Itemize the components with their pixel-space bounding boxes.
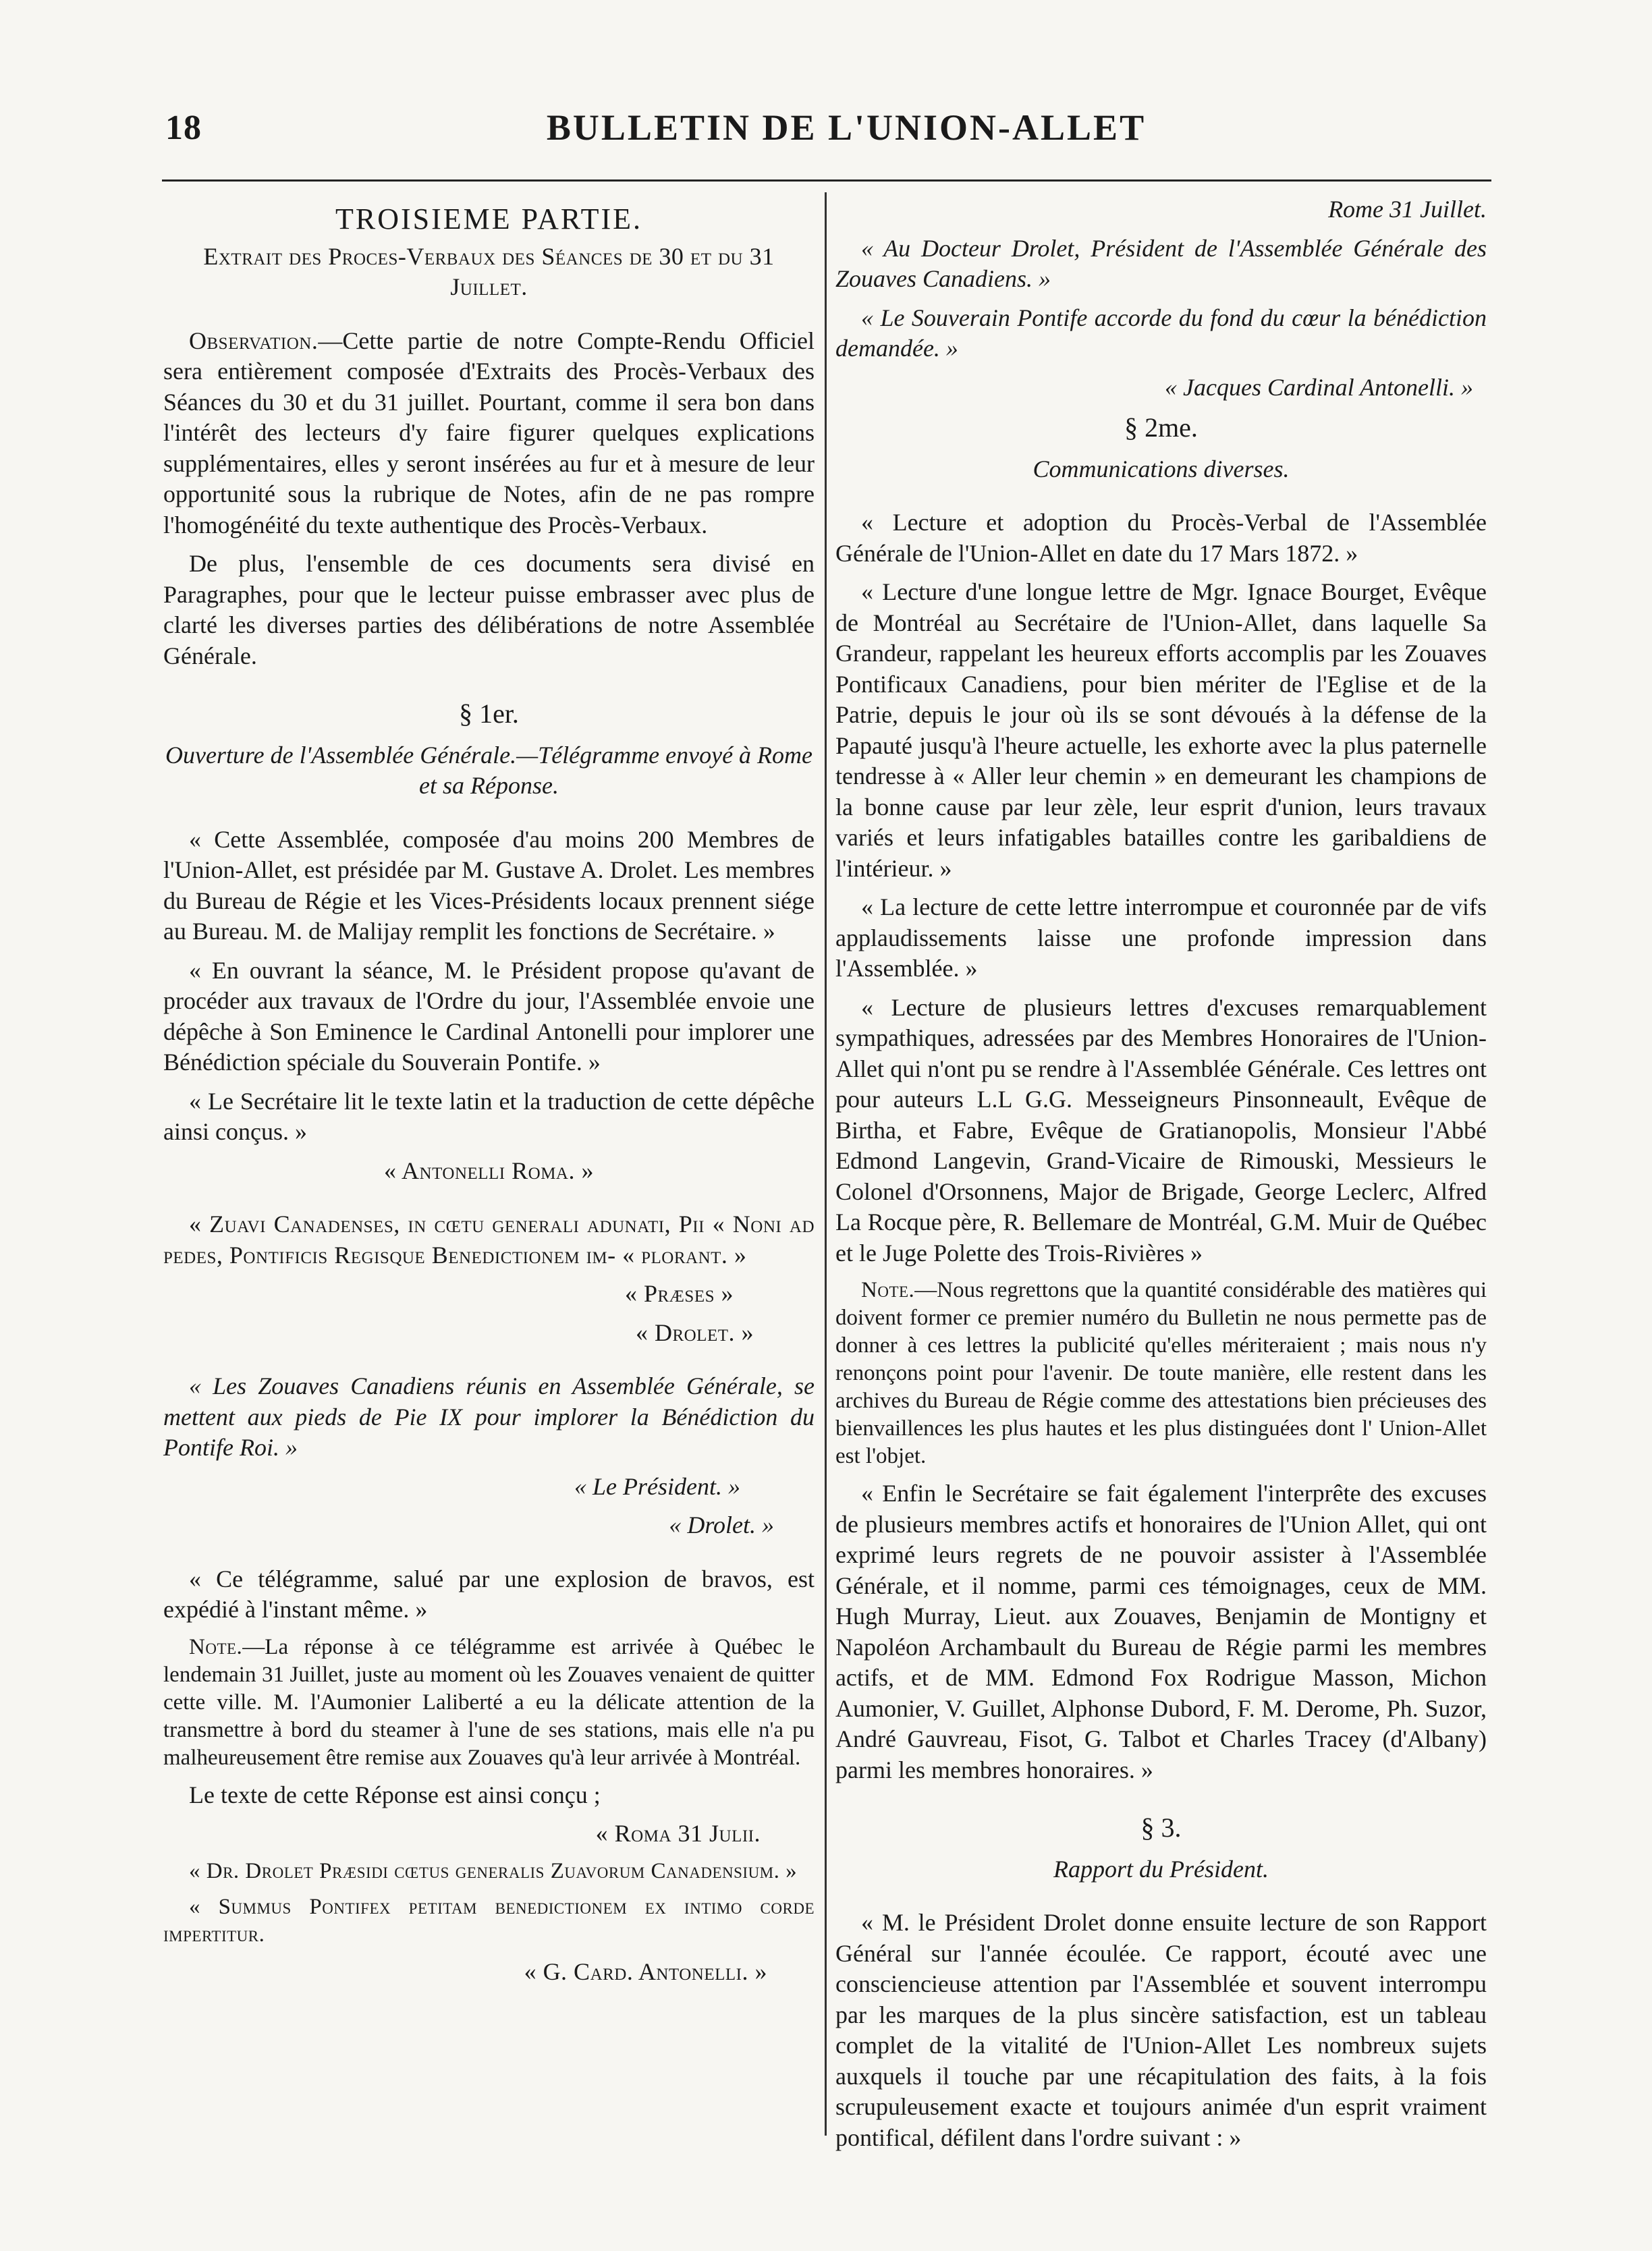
reply-date: « Roma 31 Julii. xyxy=(595,1820,761,1847)
telegram-drolet-latin: « Drolet. » xyxy=(635,1318,754,1346)
right-column xyxy=(835,194,1487,2161)
reply-french-2: « Le Souverain Pontife accorde du fond du cœur la bénédiction demandée. » xyxy=(835,304,1487,362)
section-2-heading: § 2me. xyxy=(1124,412,1198,443)
paragraph-secretary: « Le Secrétaire lit le texte latin et la traduction de cette dépêche ainsi conçus. » xyxy=(163,1087,815,1145)
left-column xyxy=(163,194,815,1995)
rome-date: Rome 31 Juillet. xyxy=(1328,196,1487,223)
section-2-subtitle: Communications diverses. xyxy=(1032,455,1290,482)
section-3-heading: § 3. xyxy=(1140,1812,1182,1843)
telegram-praeses: « Præses » xyxy=(624,1280,734,1307)
paragraph-adoption: « Lecture et adoption du Procès-Verbal de l'Assemblée Générale de l'Union-Allet en date du 17 Mars 1872. » xyxy=(835,509,1487,567)
telegram-latin-text: « Zuavi Canadenses, in cœtu generali adunati, Pii « Noni ad pedes, Pontificis Regisque Benedictionem im- « plorant. » xyxy=(163,1211,815,1269)
paragraph-applause: « La lecture de cette lettre interrompue et couronnée par de vifs applaudissements laisse une profonde impression dans l'Assemblée. » xyxy=(835,893,1487,982)
telegram-address: « Antonelli Roma. » xyxy=(384,1157,594,1184)
paragraph-president-report: « M. le Président Drolet donne ensuite lecture de son Rapport Général sur l'année écoulée. Ce rapport, écouté avec une consciencieuse attention par l'Assemblée et souvent interrompu par les marques de la plus sincère satisfaction, est un tableau complet de la vitalité de l'Union-Allet Les nombreux sujets auxquels il touche par une récapitulation des faits, à la fois scrupuleusement exacte et toujours animée d'un esprit vraiment pontifical, défilent dans l'ordre suivant : » xyxy=(835,1909,1487,2151)
paragraph-telegram-sent: « Ce télégramme, salué par une explosion de bravos, est expédié à l'instant même. » xyxy=(163,1565,815,1623)
note-text: —La réponse à ce télégramme est arrivée à Québec le lendemain 31 Juillet, juste au moment où les Zouaves venaient de quitter cette ville. M. l'Aumonier Laliberté a eu la délicate attention de la transmettre à bord du steamer à l'une de ses stations, mais elle n'a pu malheureusement être remise aux Zouaves qu'à leur arrivée à Montréal. xyxy=(163,1634,815,1770)
reply-french-1: « Au Docteur Drolet, Président de l'Assemblée Générale des Zouaves Canadiens. » xyxy=(835,234,1487,292)
telegram-le-president: « Le Président. » xyxy=(574,1472,740,1500)
observation-label: Observation. xyxy=(189,327,319,354)
telegram-drolet-fr: « Drolet. » xyxy=(669,1511,774,1538)
paragraph-excuse-letters: « Lecture de plusieurs lettres d'excuses remarquablement sympathiques, adressées par des Membres Honoraires de l'Union-Allet qui n'ont pu se rendre à l'Assemblée Générale. Ces lettres ont pour auteurs L.L G.G. Messeigneurs Pinsonneault, Evêque de Birtha, et Fabre, Evêque de Gratianopolis, Monsieur l'Abbé Edmond Langevin, Grand-Vicaire de Rimouski, Messieurs le Colonel d'Orsonnens, Major de Brigade, George Leclerc, Alfred La Rocque père, R. Bellemare de Montréal, G.M. Muir de Québec et le Juge Polette des Trois-Rivières » xyxy=(835,993,1487,1267)
observation-paragraph xyxy=(163,326,815,541)
response-intro: Le texte de cette Réponse est ainsi conçu ; xyxy=(189,1781,601,1808)
part-title: TROISIEME PARTIE. xyxy=(335,202,642,235)
running-title: BULLETIN DE L'UNION-ALLET xyxy=(546,107,1147,148)
paragraph-assembly: « Cette Assemblée, composée d'au moins 200 Membres de l'Union-Allet, est présidée par M. Gustave A. Drolet. Les membres du Bureau de Régie et les Vices-Présidents locaux prennent siége au Bureau. M. de Malijay remplit les fonctions de Secrétaire. » xyxy=(163,825,815,945)
section-3-subtitle: Rapport du Président. xyxy=(1053,1855,1269,1883)
telegram-french-text: « Les Zouaves Canadiens réunis en Assemblée Générale, se mettent aux pieds de Pie IX pour implorer la Bénédiction du Pontife Roi. » xyxy=(163,1372,815,1461)
note-paragraph xyxy=(163,1634,815,1772)
note-text-right: —Nous regrettons que la quantité considérable des matières qui doivent former ce premier numéro du Bulletin ne nous permette pas de donner à ces lettres la publicité qu'elles mériteraient ; mais nous n'y renonçons point pour l'avenir. De toute manière, elle restent dans les archives du Bureau de Régie comme des attestations bien précieuses des bienvaillences les plus hautes et les plus distinguées dont l' Union-Allet est l'objet. xyxy=(835,1278,1487,1468)
reply-french-signature: « Jacques Cardinal Antonelli. » xyxy=(1165,373,1473,401)
paragraph-opening: « En ouvrant la séance, M. le Président propose qu'avant de procéder aux travaux de l'Ordre du jour, l'Assemblée envoie une dépêche à Son Eminence le Cardinal Antonelli pour implorer une Bénédiction spéciale du Souverain Pontife. » xyxy=(163,956,815,1076)
column-divider xyxy=(825,192,827,2136)
section-1-subtitle: Ouverture de l'Assemblée Générale.—Télégramme envoyé à Rome et sa Réponse. xyxy=(165,741,813,799)
reply-latin-2: « Summus Pontifex petitam benedictionem ex intimo corde impertitur. xyxy=(163,1894,815,1947)
page-number: 18 xyxy=(165,109,202,147)
section-1-heading: § 1er. xyxy=(459,698,519,729)
observation-text: —Cette partie de notre Compte-Rendu Officiel sera entièrement composée d'Extraits des Procès-Verbaux des Séances du 30 et du 31 juillet. Pourtant, comme il sera bon dans l'intérêt des lecteurs d'y faire figurer quelques explications supplémentaires, elles y seront insérées au fur et à mesure de leur opportunité sous la rubrique de Notes, afin de ne pas rompre l'homogénéité du texte authentique des Procès-Verbaux. xyxy=(163,327,815,538)
reply-latin-1: « Dr. Drolet Præsidi cœtus generalis Zuavorum Canadensium. » xyxy=(189,1858,798,1883)
note-label-right: Note. xyxy=(861,1278,915,1302)
extract-heading: Extrait des Proces-Verbaux des Séances de 30 et du 31 Juillet. xyxy=(203,242,775,300)
note-label: Note. xyxy=(189,1634,243,1659)
paragraph-bourget-letter: « Lecture d'une longue lettre de Mgr. Ignace Bourget, Evêque de Montréal au Secrétaire de l'Union-Allet, dans laquelle Sa Grandeur, rappelant les heureux efforts accomplis par les Zouaves Pontificaux Canadiens, pour bien mériter de l'Eglise et de la Patrie, depuis le jour où ils se sont dévoués à la défense de la Papauté jusqu'à l'heure actuelle, les exhorte avec la plus paternelle tendresse à « Aller leur chemin » en demeurant les champions de la bonne cause par leur zèle, leur esprit d'union, leurs travaux variés et leurs infatigables batailles contre les garibaldiens de l'intérieur. » xyxy=(835,578,1487,882)
paragraph-secretary-excuses: « Enfin le Secrétaire se fait également l'interprête des excuses de plusieurs membres actifs et honoraires de l'Union Allet, qui ont exprimé leurs regrets de ne pouvoir assister à l'Assemblée Générale, et il nomme, parmi ces témoignages, ceux de MM. Hugh Murray, Lieut. aux Zouaves, Benjamin de Montigny et Napoléon Archambault du Bureau de Régie parmi les membres actifs, et de MM. Edmond Fox Rodrigue Masson, Michon Aumonier, V. Guillet, Alphonse Dubord, F. M. Derome, Ph. Suzor, André Gauvreau, Fisot, G. Talbot et Charles Tracey (d'Albany) parmi les membres honoraires. » xyxy=(835,1480,1487,1783)
reply-signature: « G. Card. Antonelli. » xyxy=(524,1957,767,1985)
observation-paragraph-2: De plus, l'ensemble de ces documents sera divisé en Paragraphes, pour que le lecteur puisse embrasser avec plus de clarté les diverses parties des délibérations de notre Assemblée Générale. xyxy=(163,550,815,669)
header-rule xyxy=(162,179,1491,182)
note-paragraph-right xyxy=(835,1277,1487,1470)
